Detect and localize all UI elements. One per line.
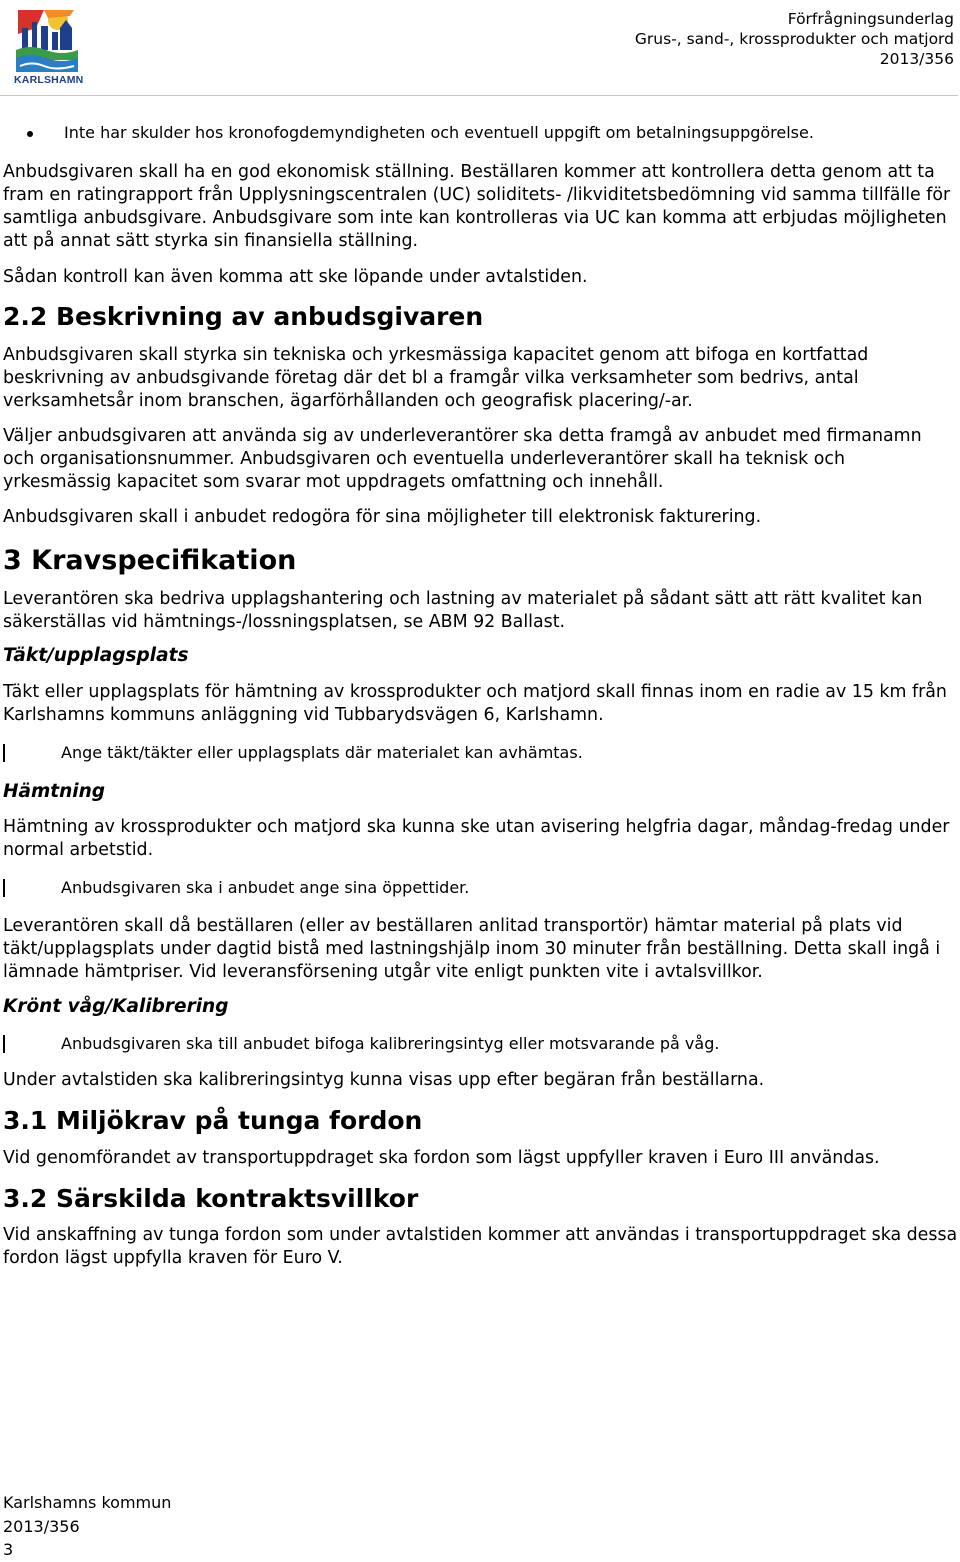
note-opening-hours [3,877,958,899]
heading-takt-upplagsplats: Täkt/upplagsplats [3,645,189,666]
footer-organization: Karlshamns kommun [3,1493,172,1512]
footer-reference: 2013/356 [3,1516,80,1536]
list-item [3,122,958,144]
note-text: Anbudsgivaren ska till anbudet bifoga kalibreringsintyg eller motsvarande på våg. [61,1034,720,1053]
note-text: Anbudsgivaren ska i anbudet ange sina öppettider. [61,878,470,897]
paragraph-storage-handling: Leverantören ska bedriva upplagshantering och lastning av materialet på sådant sätt att rätt kvalitet kan säkerställas vid hämtnings-/lossningsplatsen, se ABM 92 Ballast. [3,589,923,632]
header-doc-ref: 2013/356 [879,50,954,68]
logo-text: KARLSHAMN [14,74,84,86]
header-doc-title: Grus-, sand-, krossprodukter och matjord [634,30,954,48]
heading-hamtning: Hämtning [3,781,106,802]
paragraph-economic-standing: Anbudsgivaren skall ha en god ekonomisk ställning. Beställaren kommer att kontrollera detta genom att ta fram en ratingrapport från Upplysningscentralen (UC) soliditets- /likviditetsbedömning vid samma tillfälle för samtliga anbudsgivare. Anbudsgivare som inte kan kontrolleras via UC kan komma att erbjudas möjligheten att på annat sätt styrka sin finansiella ställning. [3,162,951,251]
heading-2-2: 2.2 Beskrivning av anbudsgivaren [3,302,484,331]
heading-scale-calibration: Krönt våg/Kalibrering [3,996,229,1017]
heading-3: 3 Kravspecifikation [3,545,297,576]
list-item-text: Inte har skulder hos kronofogdemyndigheten och eventuell uppgift om betalningsuppgörelse. [64,123,814,142]
karlshamn-logo [14,6,84,86]
heading-3-1: 3.1 Miljökrav på tunga fordon [3,1106,423,1135]
paragraph-euro-iii: Vid genomförandet av transportuppdraget ska fordon som lägst uppfyller kraven i Euro III användas. [3,1148,880,1168]
bullet-list [3,122,958,144]
note-marker-icon [3,879,5,897]
note-takt [3,742,958,764]
heading-3-2: 3.2 Särskilda kontraktsvillkor [3,1184,419,1213]
paragraph-ongoing-control: Sådan kontroll kan även komma att ske löpande under avtalstiden. [3,267,588,287]
paragraph-calibration-certificate: Under avtalstiden ska kalibreringsintyg kunna visas upp efter begäran från beställarna. [3,1070,765,1090]
paragraph-hamtning: Hämtning av krossprodukter och matjord ska kunna ske utan avisering helgfria dagar, måndag-fredag under normal arbetstid. [3,817,950,860]
bullet-icon [27,131,33,137]
paragraph-technical-capacity: Anbudsgivaren skall styrka sin tekniska och yrkesmässiga kapacitet genom att bifoga en kortfattad beskrivning av anbudsgivande företag där det bl a framgår vilka verksamheter som bedrivs, antal verksamhetsår inom branschen, ägarförhållanden och geografisk placering/-ar. [3,345,869,411]
note-calibration [3,1033,958,1055]
paragraph-invoicing: Anbudsgivaren skall i anbudet redogöra för sina möjligheter till elektronisk fakturering. [3,507,762,527]
document-footer [3,1491,171,1562]
logo-emblem-icon [14,6,80,74]
note-marker-icon [3,1035,5,1053]
paragraph-loading-assistance: Leverantören skall då beställaren (eller av beställaren anlitad transportör) hämtar material på plats vid täkt/upplagsplats under dagtid bistå med lastningshjälp inom 30 minuter från beställning. Detta skall ingå i lämnade hämtpriser. Vid leveransförsening utgår vite enligt punkten vite i avtalsvillkor. [3,916,941,982]
footer-page-number: 3 [3,1540,14,1559]
paragraph-subcontractors: Väljer anbudsgivaren att använda sig av underleverantörer ska detta framgå av anbudet med firmanamn och organisationsnummer. Anbudsgivaren och eventuella underleverantörer skall ha teknisk och yrkesmässig kapacitet som svarar mot uppdragets omfattning och innehåll. [3,426,922,492]
paragraph-euro-v: Vid anskaffning av tunga fordon som under avtalstiden kommer att användas i transportuppdraget ska dessa fordon lägst uppfylla kraven för Euro V. [3,1225,958,1268]
document-header-info [635,9,954,69]
header-doc-type: Förfrågningsunderlag [787,10,954,28]
header-divider [0,95,958,96]
note-marker-icon [3,744,5,762]
document-body [3,122,958,1270]
note-text: Ange täkt/täkter eller upplagsplats där materialet kan avhämtas. [61,743,583,762]
paragraph-takt-location: Täkt eller upplagsplats för hämtning av krossprodukter och matjord skall finnas inom en radie av 15 km från Karlshamns kommuns anläggning vid Tubbarydsvägen 6, Karlshamn. [3,682,947,725]
